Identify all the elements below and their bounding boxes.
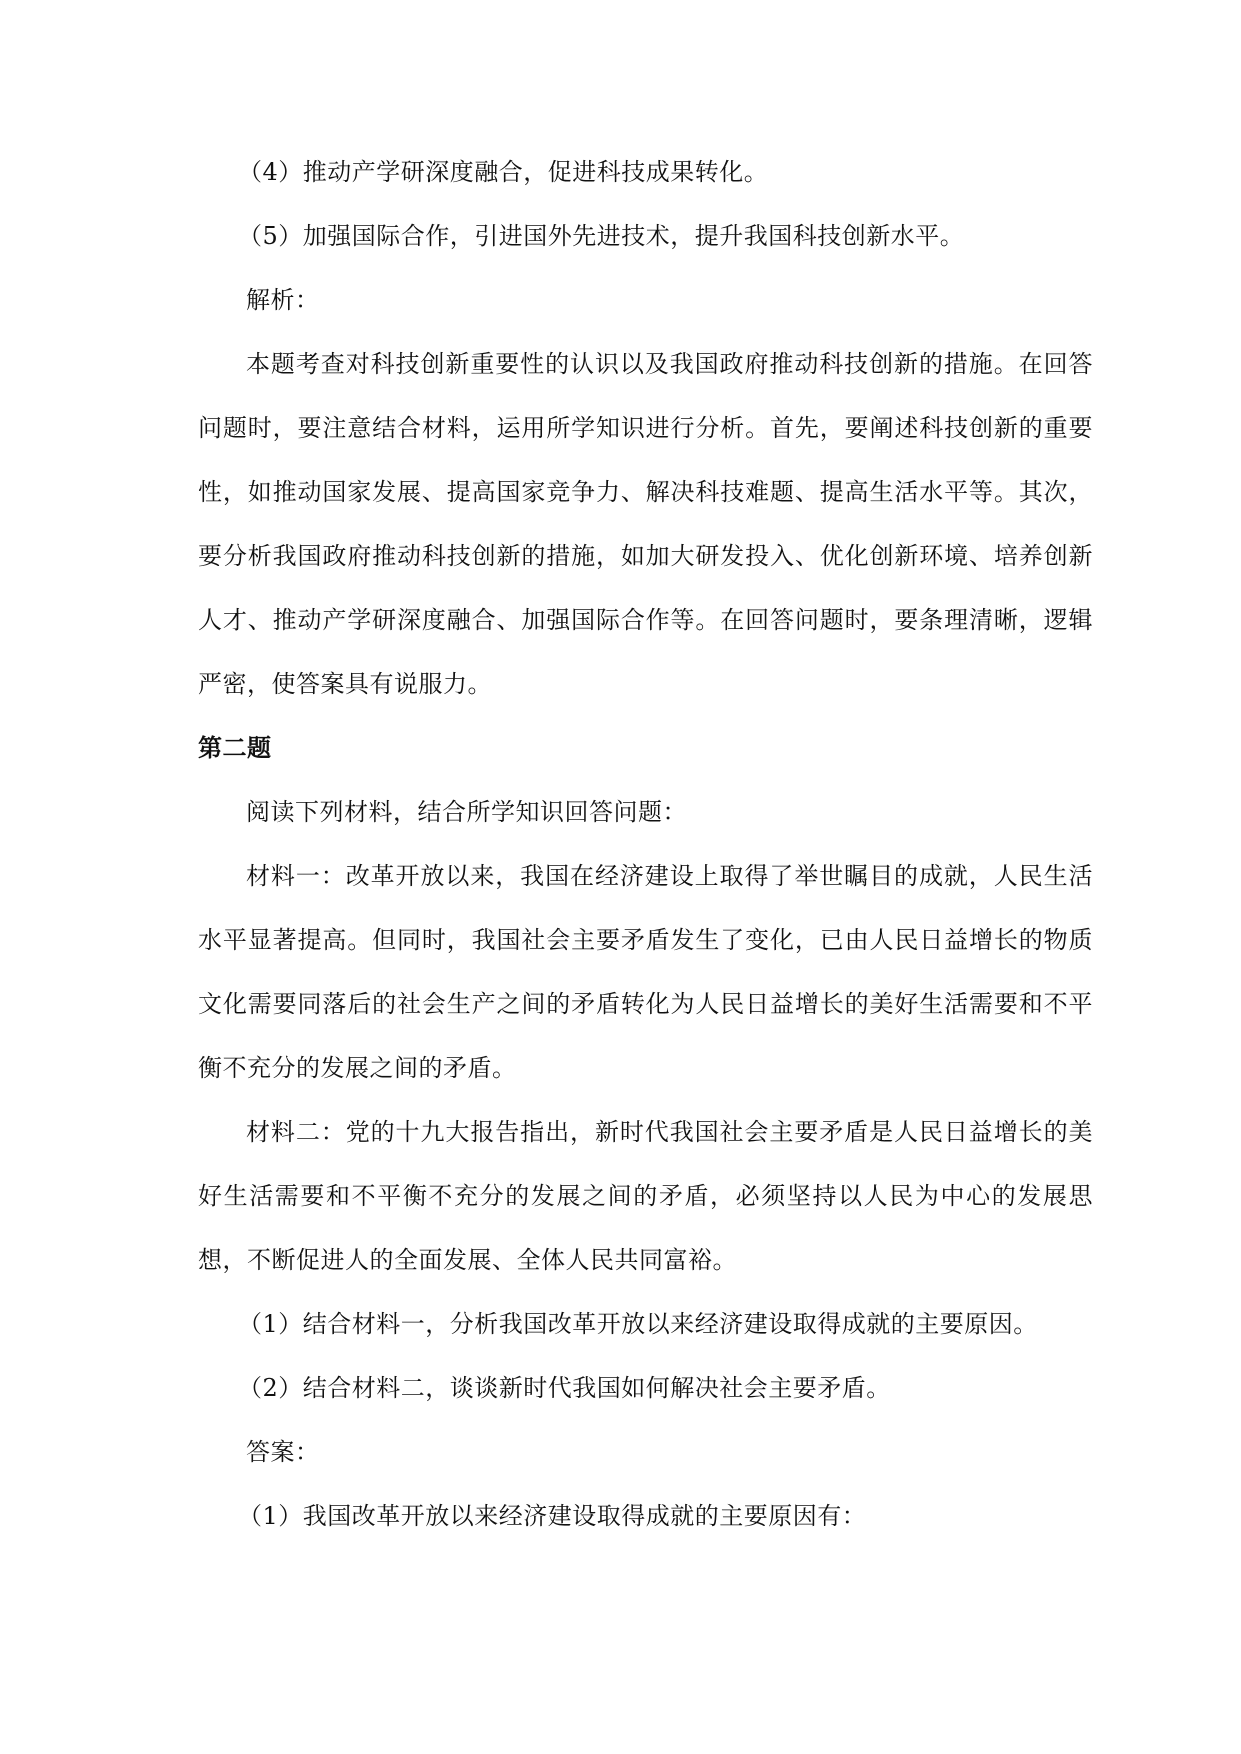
analysis-label: 解析： xyxy=(246,286,320,314)
answer-item-5: （5）加强国际合作，引进国外先进技术，提升我国科技创新水平。 xyxy=(238,222,965,250)
answer-item-4: （4）推动产学研深度融合，促进科技成果转化。 xyxy=(238,158,769,186)
analysis-text: 本题考查对科技创新重要性的认识以及我国政府推动科技创新的措施。在回答问题时，要注意结合材料，运用所学知识进行分析。首先，要阐述科技创新的重要性，如推动国家发展、提高国家竞争力、解决科技难题、提高生活水平等。其次，要分析我国政府推动科技创新的措施，如加大研发投入、优化创新环境、培养创新人才、推动产学研深度融合、加强国际合作等。在回答问题时，要条理清晰，逻辑严密，使答案具有说服力。 xyxy=(198,350,1093,698)
answer-item-1: （1）我国改革开放以来经济建设取得成就的主要原因有： xyxy=(238,1502,867,1530)
question-heading: 第二题 xyxy=(198,734,272,762)
question-instruction: 阅读下列材料，结合所学知识回答问题： xyxy=(246,798,687,826)
answer-label: 答案： xyxy=(246,1438,320,1466)
sub-question-2: （2）结合材料二，谈谈新时代我国如何解决社会主要矛盾。 xyxy=(238,1374,891,1402)
document-body xyxy=(198,140,1093,1548)
sub-question-1: （1）结合材料一，分析我国改革开放以来经济建设取得成就的主要原因。 xyxy=(238,1310,1038,1338)
material-two: 材料二：党的十九大报告指出，新时代我国社会主要矛盾是人民日益增长的美好生活需要和不平衡不充分的发展之间的矛盾，必须坚持以人民为中心的发展思想，不断促进人的全面发展、全体人民共同富裕。 xyxy=(198,1118,1093,1274)
material-one: 材料一：改革开放以来，我国在经济建设上取得了举世瞩目的成就，人民生活水平显著提高。但同时，我国社会主要矛盾发生了变化，已由人民日益增长的物质文化需要同落后的社会生产之间的矛盾转化为人民日益增长的美好生活需要和不平衡不充分的发展之间的矛盾。 xyxy=(198,862,1093,1082)
